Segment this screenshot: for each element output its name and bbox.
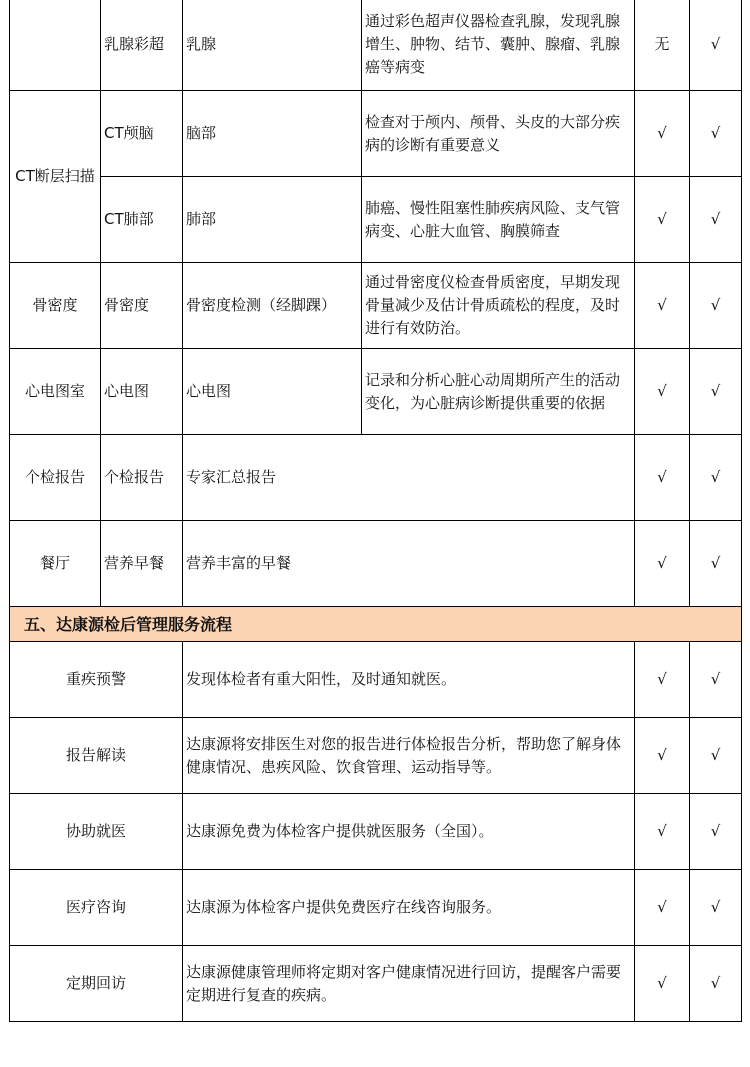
site-cell: 乳腺 <box>183 0 362 91</box>
table-row <box>10 0 742 91</box>
table-row <box>10 91 742 177</box>
table-row <box>10 521 742 607</box>
col-b-cell: √ <box>690 946 742 1022</box>
site-cell: 肺部 <box>183 177 362 263</box>
table-row <box>10 349 742 435</box>
site-cell: 心电图 <box>183 349 362 435</box>
category-cell: 个检报告 <box>10 435 101 521</box>
description-cell: 通过骨密度仪检查骨质密度，早期发现骨量减少及估计骨质疏松的程度，及时进行有效防治。 <box>362 263 635 349</box>
col-a-cell: √ <box>635 349 690 435</box>
site-cell: 营养丰富的早餐 <box>183 521 635 607</box>
col-a-cell: √ <box>635 794 690 870</box>
service-description-cell: 发现体检者有重大阳性，及时通知就医。 <box>183 642 635 718</box>
col-a-cell: √ <box>635 946 690 1022</box>
section-header-row <box>10 607 742 642</box>
table-row <box>10 794 742 870</box>
service-name-cell: 协助就医 <box>10 794 183 870</box>
site-cell: 专家汇总报告 <box>183 435 635 521</box>
site-cell: 骨密度检测（经脚踝） <box>183 263 362 349</box>
col-a-cell: 无 <box>635 0 690 91</box>
category-cell: 心电图室 <box>10 349 101 435</box>
description-cell: 通过彩色超声仪器检查乳腺，发现乳腺增生、肿物、结节、囊肿、腺瘤、乳腺癌等病变 <box>362 0 635 91</box>
col-a-cell: √ <box>635 435 690 521</box>
col-b-cell: √ <box>690 435 742 521</box>
site-cell: 脑部 <box>183 91 362 177</box>
item-cell: 营养早餐 <box>101 521 183 607</box>
item-cell: CT肺部 <box>101 177 183 263</box>
section-title: 五、达康源检后管理服务流程 <box>10 607 742 642</box>
table-row <box>10 718 742 794</box>
col-b-cell: √ <box>690 718 742 794</box>
table-row <box>10 263 742 349</box>
col-b-cell: √ <box>690 870 742 946</box>
table-row <box>10 177 742 263</box>
col-a-cell: √ <box>635 642 690 718</box>
service-description-cell: 达康源健康管理师将定期对客户健康情况进行回访，提醒客户需要定期进行复查的疾病。 <box>183 946 635 1022</box>
service-description-cell: 达康源为体检客户提供免费医疗在线咨询服务。 <box>183 870 635 946</box>
item-cell: 心电图 <box>101 349 183 435</box>
category-cell: 餐厅 <box>10 521 101 607</box>
col-a-cell: √ <box>635 521 690 607</box>
table-row <box>10 642 742 718</box>
col-a-cell: √ <box>635 718 690 794</box>
col-b-cell: √ <box>690 0 742 91</box>
service-description-cell: 达康源将安排医生对您的报告进行体检报告分析，帮助您了解身体健康情况、患疾风险、饮食管理、运动指导等。 <box>183 718 635 794</box>
col-b-cell: √ <box>690 263 742 349</box>
col-b-cell: √ <box>690 794 742 870</box>
table-row <box>10 435 742 521</box>
exam-table <box>9 0 742 1022</box>
col-b-cell: √ <box>690 91 742 177</box>
service-description-cell: 达康源免费为体检客户提供就医服务（全国）。 <box>183 794 635 870</box>
col-a-cell: √ <box>635 177 690 263</box>
category-cell: 骨密度 <box>10 263 101 349</box>
col-b-cell: √ <box>690 521 742 607</box>
table-row <box>10 870 742 946</box>
item-cell: 乳腺彩超 <box>101 0 183 91</box>
col-a-cell: √ <box>635 870 690 946</box>
description-cell: 检查对于颅内、颅骨、头皮的大部分疾病的诊断有重要意义 <box>362 91 635 177</box>
col-a-cell: √ <box>635 91 690 177</box>
col-b-cell: √ <box>690 349 742 435</box>
item-cell: 个检报告 <box>101 435 183 521</box>
service-name-cell: 医疗咨询 <box>10 870 183 946</box>
table-row <box>10 946 742 1022</box>
description-cell: 记录和分析心脏心动周期所产生的活动变化，为心脏病诊断提供重要的依据 <box>362 349 635 435</box>
item-cell: CT颅脑 <box>101 91 183 177</box>
col-b-cell: √ <box>690 177 742 263</box>
item-cell: 骨密度 <box>101 263 183 349</box>
category-cell: CT断层扫描 <box>10 91 101 263</box>
col-a-cell: √ <box>635 263 690 349</box>
service-name-cell: 报告解读 <box>10 718 183 794</box>
service-name-cell: 定期回访 <box>10 946 183 1022</box>
description-cell: 肺癌、慢性阻塞性肺疾病风险、支气管病变、心脏大血管、胸膜筛查 <box>362 177 635 263</box>
category-cell <box>10 0 101 91</box>
service-name-cell: 重疾预警 <box>10 642 183 718</box>
col-b-cell: √ <box>690 642 742 718</box>
